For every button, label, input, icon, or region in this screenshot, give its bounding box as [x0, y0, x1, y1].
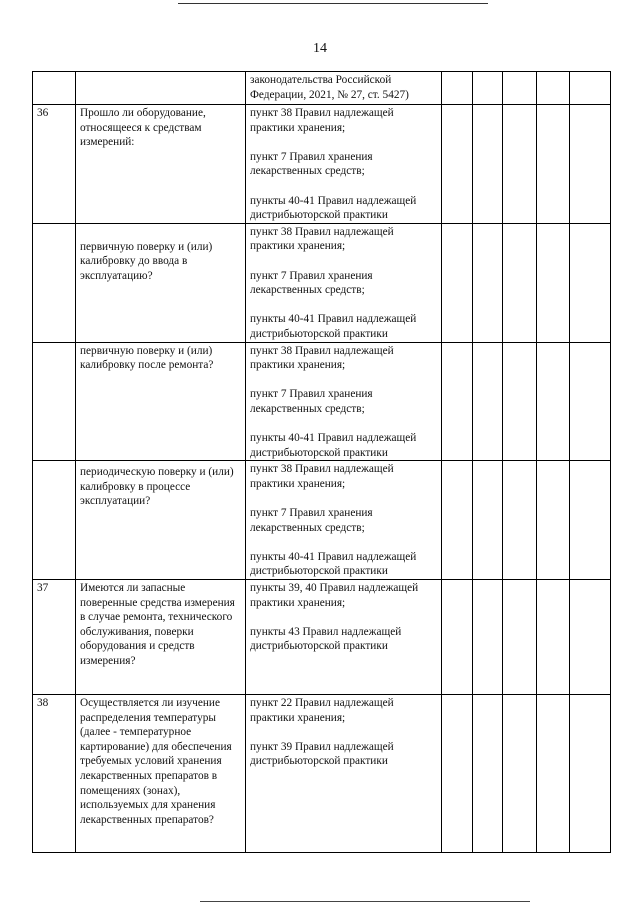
question-cell: первичную поверку и (или) калибровку после ремонта? [76, 342, 246, 461]
answer-cell [473, 461, 503, 580]
row-number [33, 461, 76, 580]
answer-cell [537, 695, 570, 853]
reference-text: пункт 7 Правил хранения лекарственных средств; [250, 269, 373, 297]
row-number: 36 [33, 105, 76, 224]
table-row [33, 223, 611, 342]
answer-cell [570, 580, 611, 695]
reference-gap [250, 416, 438, 431]
answer-cell [503, 223, 537, 342]
answer-cell [473, 105, 503, 224]
reference-gap [250, 535, 438, 550]
row-number [33, 72, 76, 105]
reference-gap [250, 725, 438, 740]
question-cell: Имеются ли запасные поверенные средства измерения в случае ремонта, технического обслуживания, поверки оборудования и средств измерения? [76, 580, 246, 695]
answer-cell [570, 223, 611, 342]
answer-cell [537, 342, 570, 461]
row-number: 37 [33, 580, 76, 695]
row-number [33, 223, 76, 342]
answer-cell [570, 695, 611, 853]
table-row [33, 105, 611, 224]
reference-text: пункт 39 Правил надлежащей дистрибьюторской практики [250, 740, 394, 768]
answer-cell [442, 695, 473, 853]
question-cell: периодическую поверку и (или) калибровку в процессе эксплуатации? [76, 461, 246, 580]
answer-cell [503, 580, 537, 695]
reference-cell [246, 580, 442, 695]
reference-cell [246, 105, 442, 224]
answer-cell [503, 695, 537, 853]
question-cell: Прошло ли оборудование, относящееся к средствам измерений: [76, 105, 246, 224]
checklist-table [32, 71, 611, 853]
reference-text: пункт 7 Правил хранения лекарственных средств; [250, 507, 373, 534]
reference-text: пункты 40-41 Правил надлежащей дистрибьюторской практики [250, 313, 417, 340]
answer-cell [537, 580, 570, 695]
reference-cell [246, 223, 442, 342]
table-row [33, 461, 611, 580]
table-row [33, 695, 611, 853]
reference-text: пункт 38 Правил надлежащей практики хранения; [250, 107, 394, 134]
table-row [33, 342, 611, 461]
reference-cell [246, 461, 442, 580]
page-number: 14 [313, 41, 327, 56]
scan-edge-top [178, 3, 488, 4]
scan-edge-bottom [200, 901, 530, 902]
reference-gap [250, 135, 438, 150]
reference-text: пункты 40-41 Правил надлежащей дистрибьюторской практики [250, 432, 417, 459]
answer-cell [473, 580, 503, 695]
reference-gap [250, 610, 438, 625]
answer-cell [473, 695, 503, 853]
question-cell [76, 72, 246, 105]
answer-cell [503, 72, 537, 105]
answer-cell [442, 580, 473, 695]
answer-cell [442, 105, 473, 224]
answer-cell [442, 461, 473, 580]
reference-gap [250, 298, 438, 313]
answer-cell [537, 72, 570, 105]
reference-text: пункт 38 Правил надлежащей практики хранения; [250, 344, 394, 372]
answer-cell [442, 72, 473, 105]
reference-cell [246, 695, 442, 853]
row-number [33, 342, 76, 461]
reference-gap [250, 373, 438, 388]
answer-cell [570, 342, 611, 461]
answer-cell [473, 223, 503, 342]
reference-text: пункт 38 Правил надлежащей практики хранения; [250, 225, 394, 253]
reference-text: пункты 40-41 Правил надлежащей дистрибьюторской практики [250, 550, 417, 578]
reference-text: пункты 43 Правил надлежащей дистрибьюторской практики [250, 625, 402, 653]
reference-text: пункт 7 Правил хранения лекарственных средств; [250, 388, 373, 415]
reference-text: пункт 38 Правил надлежащей практики хранения; [250, 463, 394, 490]
answer-cell [537, 223, 570, 342]
answer-cell [503, 105, 537, 224]
question-cell: первичную поверку и (или) калибровку до ввода в эксплуатацию? [76, 223, 246, 342]
reference-text: законодательства Российской Федерации, 2021, № 27, ст. 5427) [250, 74, 409, 101]
answer-cell [537, 105, 570, 224]
answer-cell [442, 223, 473, 342]
table-row [33, 580, 611, 695]
answer-cell [473, 72, 503, 105]
answer-cell [570, 105, 611, 224]
table-row [33, 72, 611, 105]
reference-text: пункты 40-41 Правил надлежащей дистрибьюторской практики [250, 194, 417, 222]
answer-cell [570, 72, 611, 105]
reference-text: пункт 22 Правил надлежащей практики хранения; [250, 697, 394, 724]
reference-text: пункт 7 Правил хранения лекарственных средств; [250, 150, 373, 178]
answer-cell [537, 461, 570, 580]
answer-cell [473, 342, 503, 461]
answer-cell [442, 342, 473, 461]
reference-cell [246, 342, 442, 461]
reference-gap [250, 254, 438, 269]
answer-cell [503, 342, 537, 461]
reference-text: пункты 39, 40 Правил надлежащей практики хранения; [250, 582, 419, 609]
reference-gap [250, 491, 438, 506]
reference-gap [250, 179, 438, 194]
reference-cell [246, 72, 442, 105]
answer-cell [503, 461, 537, 580]
row-number: 38 [33, 695, 76, 853]
answer-cell [570, 461, 611, 580]
question-cell: Осуществляется ли изучение распределения температуры (далее - температурное картирование) для обеспечения требуемых условий хранения лекарственных препаратов в помещениях (зонах), используемых для хранения лекарственных препаратов? [76, 695, 246, 853]
